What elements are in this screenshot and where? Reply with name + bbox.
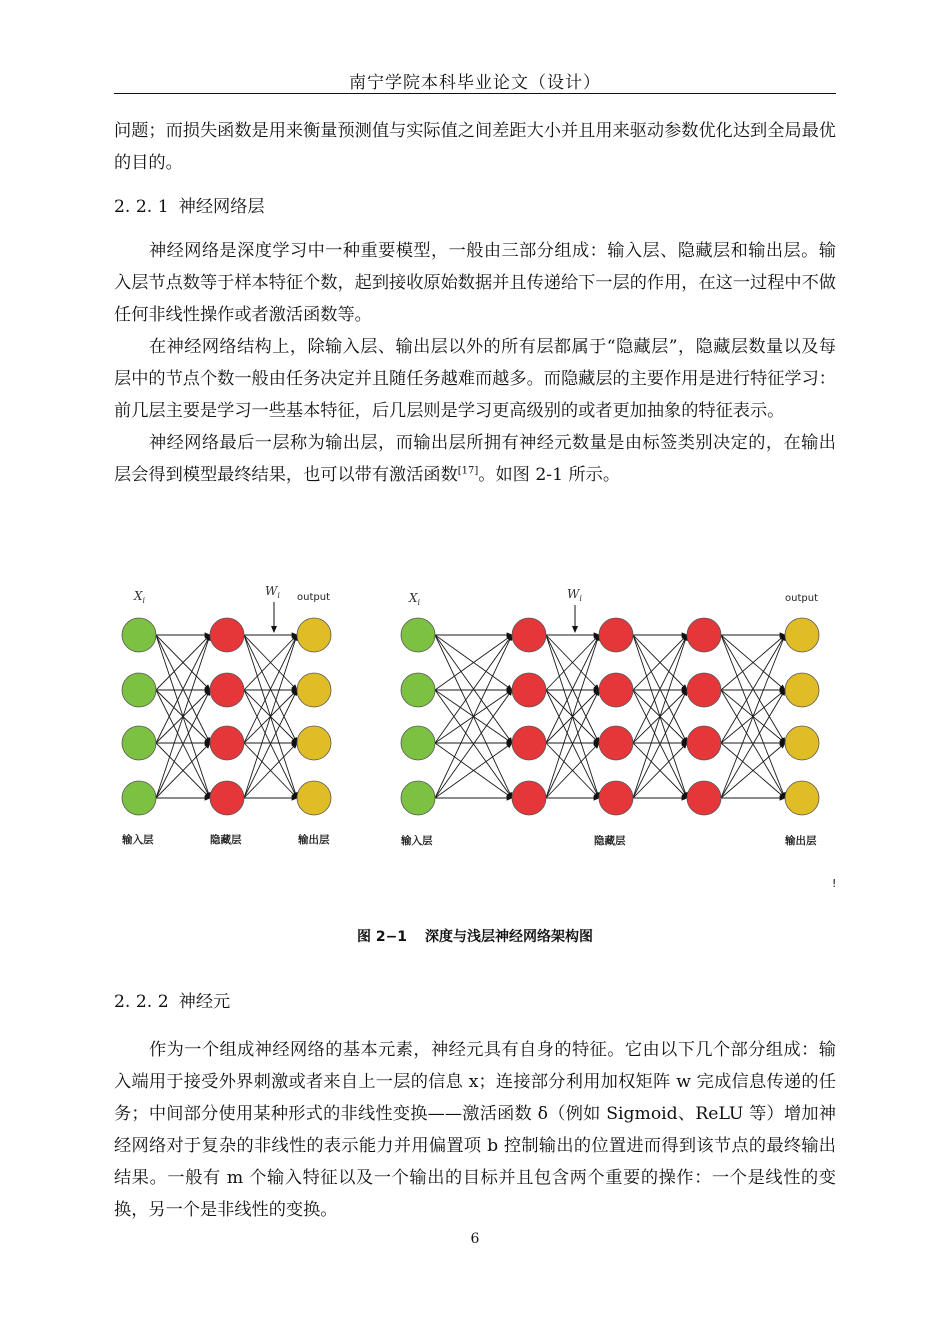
input-neuron (122, 618, 156, 652)
paragraph-text: 。如图 2-1 所示。 (478, 465, 621, 485)
section-number: 2. 2. 2 (114, 992, 169, 1012)
hidden-neuron (599, 618, 633, 652)
page-number: 6 (470, 1231, 480, 1247)
input-neuron (401, 781, 435, 815)
hidden-neuron (512, 726, 546, 760)
input-neuron (122, 781, 156, 815)
citation[interactable]: [17] (457, 465, 479, 477)
figure-number: 图 2−1 (356, 929, 408, 945)
hidden-neuron (210, 726, 244, 760)
section-2-2-2-body (114, 1034, 836, 1226)
section-number: 2. 2. 1 (114, 197, 169, 217)
hidden-neuron (599, 726, 633, 760)
input-neuron (122, 673, 156, 707)
section-title: 神经网络层 (178, 197, 265, 217)
hidden-neuron (512, 673, 546, 707)
hidden-neuron (599, 781, 633, 815)
running-header: 南宁学院本科毕业论文（设计） (349, 73, 601, 93)
output-layer-label: 输出层 (785, 835, 817, 847)
output-neuron (785, 673, 819, 707)
output-neuron (297, 781, 331, 815)
weight-symbol: $W_i$ (265, 584, 280, 600)
paragraph: 在神经网络结构上，除输入层、输出层以外的所有层都属于“隐藏层”，隐藏层数量以及每层中的节点个数一般由任务决定并且随任务越难而越多。而隐藏层的主要作用是进行特征学习：前几层主要是学习一些基本特征，后几层则是学习更高级别的或者更加抽象的特征表示。 (114, 337, 836, 421)
figure-caption (114, 926, 836, 946)
header-rule (114, 93, 836, 94)
input-neuron (401, 726, 435, 760)
connection-lines (156, 635, 785, 798)
section-title: 神经元 (178, 992, 231, 1012)
input-symbol: $X_i$ (134, 589, 146, 605)
input-neuron (401, 673, 435, 707)
stray-mark: ! (832, 877, 837, 890)
output-label: output (785, 593, 818, 604)
neural-network-figure (114, 580, 836, 864)
output-neuron (785, 781, 819, 815)
paragraph (114, 427, 836, 491)
hidden-neuron (599, 673, 633, 707)
output-label: output (297, 592, 330, 603)
hidden-neuron (512, 781, 546, 815)
neuron-nodes (122, 618, 819, 815)
paragraph: 作为一个组成神经网络的基本元素，神经元具有自身的特征。它由以下几个部分组成：输入端用于接受外界刺激或者来自上一层的信息 x；连接部分利用加权矩阵 w 完成信息传递的任务；中间部分使用某种形式的非线性变换——激活函数 δ（例如 Sigmoid、ReLU 等）增加神经网络对于复杂的非线性的表示能力并用偏置项 b 控制输出的位置进而得到该节点的最终输出结果。一般有 m 个输入特征以及一个输出的目标并且包含两个重要的操作：一个是线性的变换，另一个是非线性的变换。 (114, 1040, 836, 1220)
section-2-2-1-body (114, 235, 836, 491)
neural-network-diagram (114, 580, 836, 860)
hidden-neuron (687, 618, 721, 652)
weight-symbol: $W_i$ (567, 587, 582, 603)
paragraph-text: 神经网络最后一层称为输出层，而输出层所拥有神经元数量是由标签类别决定的，在输出层会得到模型最终结果，也可以带有激活函数 (114, 433, 836, 485)
hidden-layer-label: 隐藏层 (210, 834, 242, 846)
input-neuron (401, 618, 435, 652)
hidden-neuron (687, 726, 721, 760)
input-symbol: $X_i$ (409, 591, 421, 607)
hidden-neuron (210, 618, 244, 652)
hidden-neuron (210, 673, 244, 707)
figure-title: 深度与浅层神经网络架构图 (425, 929, 594, 945)
input-neuron (122, 726, 156, 760)
input-layer-label: 输入层 (401, 835, 433, 847)
intro-paragraph: 问题；而损失函数是用来衡量预测值与实际值之间差距大小并且用来驱动参数优化达到全局最优的目的。 (114, 121, 836, 173)
output-layer-label: 输出层 (298, 834, 330, 846)
output-neuron (297, 726, 331, 760)
intro-text (114, 115, 836, 179)
section-heading-2-2-2 (114, 986, 230, 1018)
output-neuron (297, 618, 331, 652)
hidden-neuron (210, 781, 244, 815)
paragraph: 神经网络是深度学习中一种重要模型，一般由三部分组成：输入层、隐藏层和输出层。输入层节点数等于样本特征个数，起到接收原始数据并且传递给下一层的作用，在这一过程中不做任何非线性操作或者激活函数等。 (114, 241, 836, 325)
output-neuron (785, 618, 819, 652)
output-neuron (297, 673, 331, 707)
hidden-neuron (687, 781, 721, 815)
section-heading-2-2-1 (114, 191, 265, 223)
hidden-neuron (687, 673, 721, 707)
hidden-neuron (512, 618, 546, 652)
input-layer-label: 输入层 (122, 834, 154, 846)
output-neuron (785, 726, 819, 760)
hidden-layer-label: 隐藏层 (594, 835, 626, 847)
